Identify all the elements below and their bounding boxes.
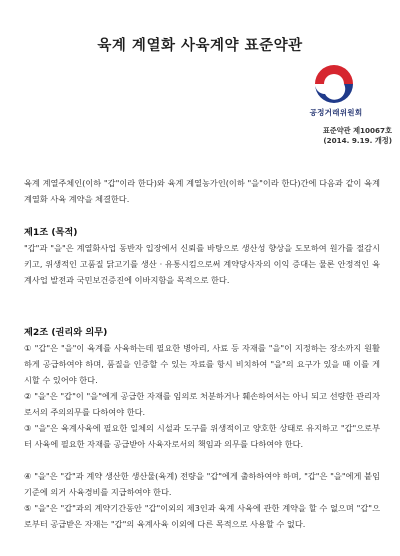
article2-item-4: ④ "을"은 "갑"과 계약 생산한 생산물(육계) 전량을 "갑"에게 출하하여야 하며, "갑"은 "을"에게 붙임 기준에 의거 사육경비를 지급하여야 한다. [24,471,380,497]
article1-title: 제1조 (목적) [24,227,78,238]
document-title: 육계 계열화 사육계약 표준약관 [97,38,303,54]
preamble-paragraph: 육계 계열주체인(이하 "갑"이라 한다)와 육계 계열농가인(이하 "을"이라 한다)간에 다음과 같이 육계 계열화 사육 계약을 체결한다. [24,178,380,204]
ftc-logo-icon [314,64,354,104]
organization-name: 공정거래위원회 [309,108,363,117]
article2-item-3: ③ "을"은 육계사육에 필요한 일체의 시설과 도구를 위생적이고 양호한 상태로 유지하고 "갑"으로부터 사육에 필요한 자재를 공급받아 사육자로서의 책임과 의무를 다하여야 한다. [24,423,380,449]
article2-item-2: ② "을"은 "갑"이 "을"에게 공급한 자재를 임의로 처분하거나 훼손하여서는 아니 되고 선량한 관리자로서의 주의의무를 다하여야 한다. [24,391,380,417]
article2-title: 제2조 (권리와 의무) [24,327,108,338]
article2-item-5: ⑤ "을"은 "갑"과의 계약기간동안 "갑"이외의 제3인과 육계 사육에 관한 계약을 할 수 없으며 "갑"으로부터 공급받은 자재는 "갑"의 육계사육 이외에 다른 목적으로 사용할 수 없다. [24,503,380,529]
article2-item-1: ① "갑"은 "을"이 육계를 사육하는데 필요한 병아리, 사료 등 자재를 "을"이 지정하는 장소까지 원활하게 공급하여야 하며, 품질을 인증할 수 있는 자료를 항시 비치하여 "을"의 요구가 있을 때 이를 게시할 수 있어야 한다. [24,343,380,385]
form-number: 표준약관 제10067호 [322,126,392,135]
revision-date: (2014. 9.19. 개정) [323,136,392,145]
article1-body: "갑"과 "을"은 계열화사업 동반자 입장에서 신뢰를 바탕으로 생산성 향상을 도모하여 원가를 절감시키고, 위생적인 고품질 닭고기를 생산 · 유통시킴으로써 계약당사자의 이익 증대는 물론 안정적인 육계사업 발전과 국민보건증진에 이바지함을 목적으로 한다. [24,243,380,285]
